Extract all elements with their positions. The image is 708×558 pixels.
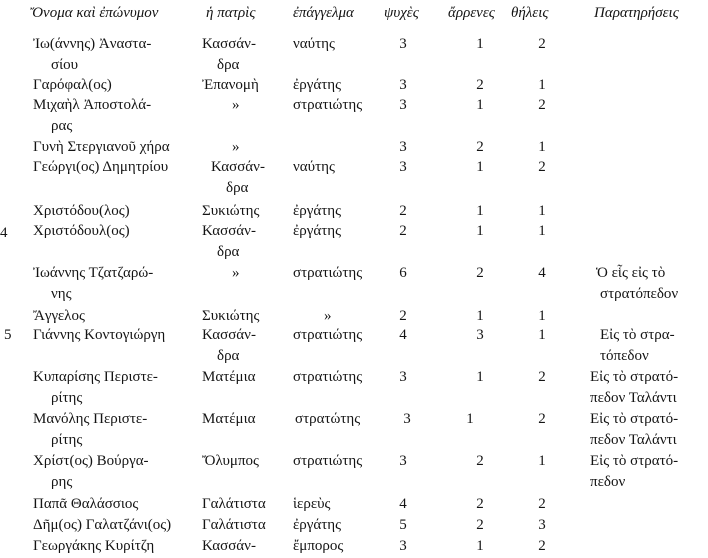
souls-cell: 3 [399, 453, 407, 469]
souls-cell: 3 [399, 159, 407, 175]
name-cell: Χριστόδουλ(ος) [33, 223, 130, 239]
females-cell: 1 [538, 308, 546, 324]
name-cell: ρης [51, 474, 73, 490]
name-cell: Ἄγγελος [33, 308, 85, 324]
margin-mark-4: 4 [0, 225, 8, 241]
origin-cell: Κασσάν- [211, 159, 265, 175]
header-name: Ὄνομα καὶ ἐπώνυμον [30, 5, 159, 21]
profession-cell: ἐργάτης [293, 203, 342, 219]
remarks-cell: πεδον Ταλάντι [590, 390, 677, 406]
name-cell: Κυπαρίσης Περιστε- [33, 369, 158, 385]
females-cell: 2 [538, 97, 546, 113]
souls-cell: 3 [399, 538, 407, 554]
name-cell: σίου [51, 57, 79, 73]
remarks-cell: τόπεδον [600, 348, 649, 364]
name-cell: Χριστόδου(λος) [33, 203, 130, 219]
souls-cell: 3 [403, 411, 411, 427]
name-cell: Γιάννης Κοντογιώργη [33, 327, 166, 343]
margin-mark-5: 5 [4, 327, 12, 343]
origin-cell: δρα [226, 180, 249, 196]
name-cell: Χρίστ(ος) Βούργα- [33, 453, 149, 469]
name-cell: ρας [51, 118, 73, 134]
males-cell: 1 [476, 203, 484, 219]
name-cell: Παπᾶ Θαλάσσιος [33, 496, 139, 512]
origin-cell: Ματέμια [202, 411, 256, 427]
remarks-cell: στρατόπεδον [600, 286, 679, 302]
profession-cell: ἐργάτης [293, 223, 342, 239]
remarks-cell: Εἰς τὸ στρατό- [590, 411, 679, 427]
females-cell: 1 [538, 223, 546, 239]
origin-cell: Κασσάν- [202, 538, 256, 554]
origin-cell: Συκιώτης [202, 308, 260, 324]
profession-cell: ναύτης [293, 36, 335, 52]
souls-cell: 3 [399, 97, 407, 113]
souls-cell: 3 [399, 77, 407, 93]
females-cell: 2 [538, 496, 546, 512]
name-cell: νης [51, 286, 72, 302]
males-cell: 2 [476, 139, 484, 155]
name-cell: Μανόλης Περιστε- [33, 411, 148, 427]
females-cell: 2 [538, 36, 546, 52]
header-origin: ἡ πατρὶς [206, 5, 256, 21]
females-cell: 1 [538, 203, 546, 219]
females-cell: 1 [538, 327, 546, 343]
header-remarks: Παρατηρήσεις [594, 5, 679, 21]
origin-cell: δρα [217, 244, 240, 260]
origin-cell: » [232, 265, 240, 281]
profession-cell: στρατιώτης [293, 97, 363, 113]
profession-cell: ἐργάτης [293, 517, 342, 533]
profession-cell: στρατιώτης [293, 369, 363, 385]
origin-cell: Γαλάτιστα [202, 517, 266, 533]
females-cell: 2 [538, 538, 546, 554]
remarks-cell: Εἰς τὸ στρατό- [590, 453, 679, 469]
name-cell: ρίτης [51, 390, 83, 406]
males-cell: 2 [476, 77, 484, 93]
header-profession: ἐπάγγελμα [293, 5, 354, 21]
profession-cell: ἱερεὺς [293, 496, 331, 512]
remarks-cell: πεδον [590, 474, 626, 490]
males-cell: 2 [476, 453, 484, 469]
souls-cell: 5 [399, 517, 407, 533]
males-cell: 1 [476, 223, 484, 239]
females-cell: 2 [538, 411, 546, 427]
profession-cell: στρατιώτης [293, 265, 363, 281]
name-cell: Γεωργάκης Κυρίτζη [33, 538, 155, 554]
remarks-cell: Εἰς τὸ στρα- [600, 327, 675, 343]
souls-cell: 3 [399, 369, 407, 385]
origin-cell: Κασσάν- [202, 223, 256, 239]
profession-cell: στρατιώτης [293, 453, 363, 469]
females-cell: 1 [538, 139, 546, 155]
souls-cell: 2 [399, 223, 407, 239]
name-cell: Γαρόφαλ(ος) [33, 77, 112, 93]
name-cell: Γυνὴ Στεργιανοῦ χήρα [33, 139, 170, 155]
remarks-cell: Εἰς τὸ στρατό- [590, 369, 679, 385]
males-cell: 1 [466, 411, 474, 427]
name-cell: Ἰωάννης Τζατζαρώ- [33, 265, 154, 281]
origin-cell: Ὄλυμπος [202, 453, 259, 469]
males-cell: 2 [476, 496, 484, 512]
name-cell: Γεώργι(ος) Δημητρίου [33, 159, 169, 175]
origin-cell: Κασσάν- [202, 36, 256, 52]
name-cell: Ἰω(άννης) Ἀναστα- [33, 36, 152, 52]
souls-cell: 6 [399, 265, 407, 281]
header-males: ἄρρενες [448, 5, 495, 21]
origin-cell: δρα [217, 57, 240, 73]
origin-cell: » [232, 139, 240, 155]
souls-cell: 4 [399, 327, 407, 343]
males-cell: 1 [476, 369, 484, 385]
males-cell: 1 [476, 97, 484, 113]
origin-cell: Κασσάν- [202, 327, 256, 343]
origin-cell: Γαλάτιστα [202, 496, 266, 512]
females-cell: 3 [538, 517, 546, 533]
females-cell: 2 [538, 369, 546, 385]
souls-cell: 3 [399, 139, 407, 155]
profession-cell: » [324, 308, 332, 324]
females-cell: 1 [538, 453, 546, 469]
origin-cell: Ἐπανομὴ [202, 77, 259, 93]
males-cell: 1 [476, 36, 484, 52]
profession-cell: ναύτης [293, 159, 335, 175]
header-females: θήλεις [511, 5, 549, 21]
origin-cell: δρα [217, 348, 240, 364]
souls-cell: 3 [399, 36, 407, 52]
profession-cell: στρατώτης [295, 411, 361, 427]
souls-cell: 2 [399, 203, 407, 219]
header-souls: ψυχὲς [384, 5, 419, 21]
females-cell: 1 [538, 77, 546, 93]
name-cell: ρίτης [51, 432, 83, 448]
males-cell: 1 [476, 159, 484, 175]
males-cell: 1 [476, 538, 484, 554]
remarks-cell: Ὁ εἷς εἰς τὸ [596, 265, 666, 281]
origin-cell: Ματέμια [202, 369, 256, 385]
males-cell: 2 [476, 265, 484, 281]
profession-cell: ἔμπορος [293, 538, 344, 554]
females-cell: 2 [538, 159, 546, 175]
origin-cell: Συκιώτης [202, 203, 260, 219]
profession-cell: στρατιώτης [293, 327, 363, 343]
males-cell: 2 [476, 517, 484, 533]
souls-cell: 2 [399, 308, 407, 324]
souls-cell: 4 [399, 496, 407, 512]
males-cell: 3 [476, 327, 484, 343]
remarks-cell: πεδον Ταλάντι [590, 432, 677, 448]
females-cell: 4 [538, 265, 546, 281]
males-cell: 1 [476, 308, 484, 324]
name-cell: Δῆμ(ος) Γαλατζάνι(ος) [33, 517, 172, 533]
origin-cell: » [232, 97, 240, 113]
profession-cell: ἐργάτης [293, 77, 342, 93]
name-cell: Μιχαὴλ Ἀποστολά- [33, 97, 152, 113]
